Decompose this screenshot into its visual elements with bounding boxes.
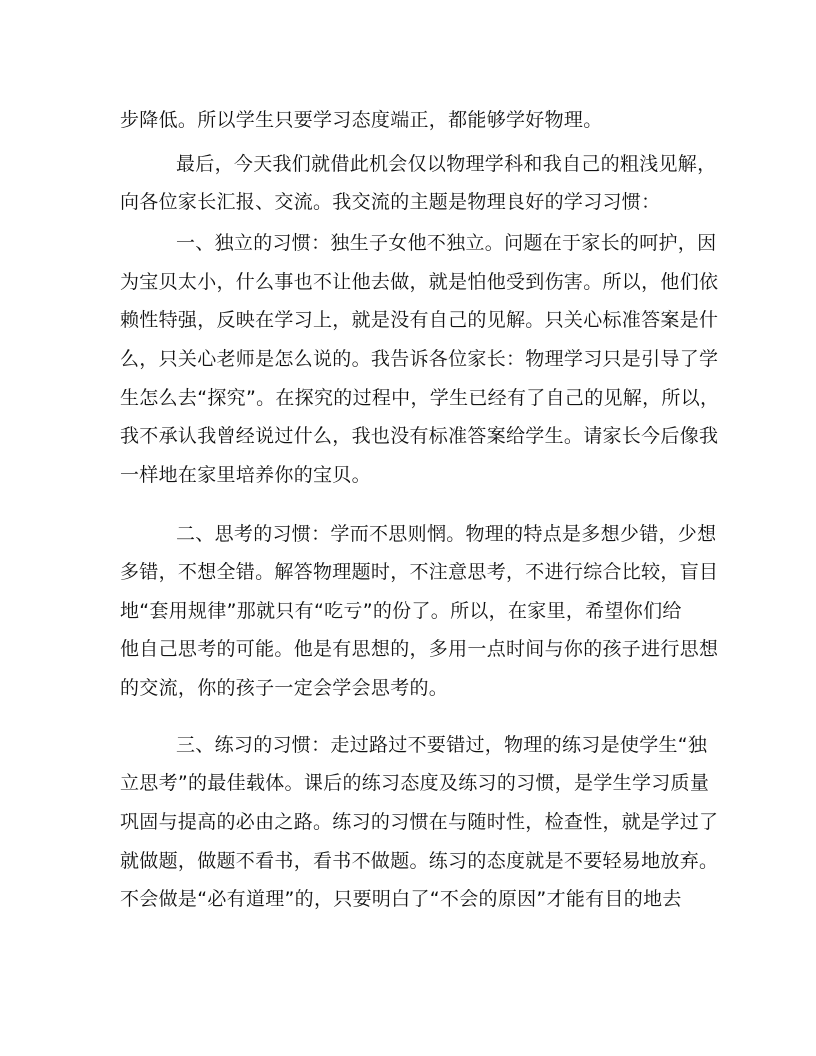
text-line: 一样地在家里培养你的宝贝。 — [120, 464, 371, 486]
text-line: 一、独立的习惯：独生子女他不独立。问题在于家长的呵护，因 — [176, 232, 717, 254]
text-line: 二、思考的习惯：学而不思则惘。物理的特点是多想少错，少想 — [176, 523, 717, 545]
text-line: 地“套用规律”那就只有“吃亏”的份了。所以，在家里，希望你们给 — [120, 600, 682, 622]
text-line: 立思考”的最佳载体。课后的练习态度及练习的习惯，是学生学习质量 — [120, 772, 710, 794]
text-line: 多错，不想全错。解答物理题时，不注意思考，不进行综合比较，盲目 — [120, 561, 719, 583]
text-line: 他自己思考的可能。他是有思想的，多用一点时间与你的孩子进行思想 — [120, 638, 719, 660]
text-line: 生怎么去“探究”。在探究的过程中，学生已经有了自己的见解，所以， — [120, 387, 720, 409]
text-line: 么，只关心老师是怎么说的。我告诉各位家长：物理学习只是引导了学 — [120, 348, 719, 370]
text-line: 不会做是“必有道理”的，只要明白了“不会的原因”才能有目的地去 — [120, 888, 682, 910]
text-line: 我不承认我曾经说过什么，我也没有标准答案给学生。请家长今后像我 — [120, 425, 719, 447]
text-line: 就做题，做题不看书，看书不做题。练习的态度就是不要轻易地放弃。 — [120, 850, 719, 872]
text-line: 巩固与提高的必由之路。练习的习惯在与随时性，检查性，就是学过了 — [120, 811, 719, 833]
text-line: 三、练习的习惯：走过路过不要错过，物理的练习是使学生“独 — [176, 734, 708, 756]
text-line: 步降低。所以学生只要学习态度端正，都能够学好物理。 — [120, 109, 603, 131]
text-line: 最后，今天我们就借此机会仅以物理学科和我自己的粗浅见解， — [176, 153, 717, 175]
text-line: 为宝贝太小，什么事也不让他去做，就是怕他受到伤害。所以，他们依 — [120, 271, 719, 293]
text-line: 赖性特强，反映在学习上，就是没有自己的见解。只关心标准答案是什 — [120, 309, 719, 331]
text-line: 的交流，你的孩子一定会学会思考的。 — [120, 677, 449, 699]
text-line: 向各位家长汇报、交流。我交流的主题是物理良好的学习习惯： — [120, 191, 661, 213]
